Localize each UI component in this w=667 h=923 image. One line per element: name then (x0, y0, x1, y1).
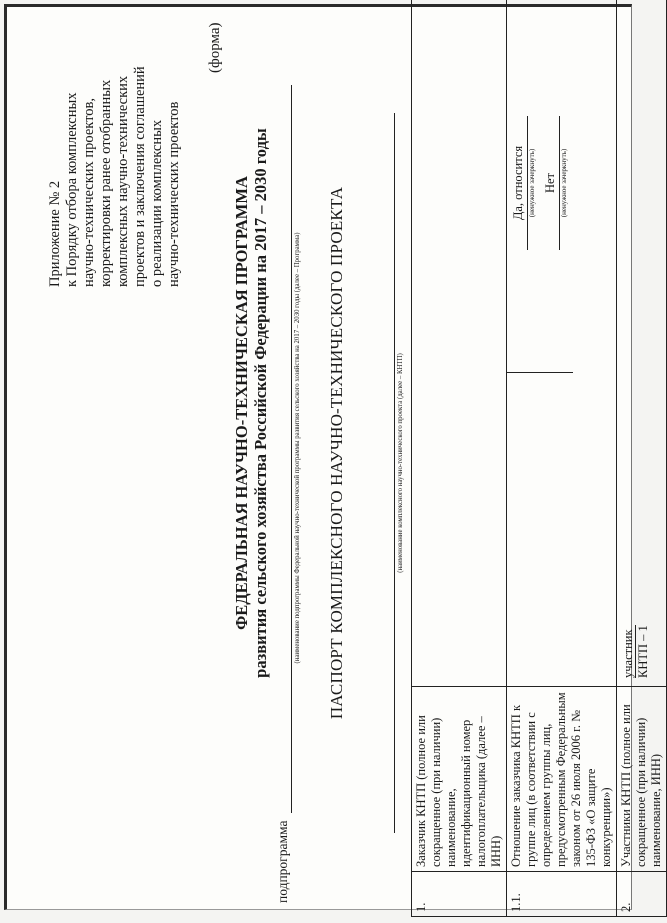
row-label: Заказчик КНТП (полное или сокращенное (при наличии) наименование, идентификационный номер налогоплательщика (далее – ИНН) (412, 687, 507, 872)
table-row (617, 0, 667, 917)
group-relation-options (507, 0, 573, 372)
participant-entry (619, 0, 652, 682)
participant-label: участник (621, 629, 635, 678)
row-number: 1. (412, 872, 507, 917)
row-number: 2. (617, 872, 667, 917)
customer-value-cell[interactable] (412, 0, 507, 687)
subprogram-label: подпрограмма (275, 820, 290, 903)
form-mark: (форма) (207, 22, 223, 73)
row-label: Отношение заказчика КНТП к группе лиц (в соответствии с определением группы лиц, предусмотренным Федеральным законом от 26 июля 2006 г. № 135-ФЗ «О защите конкуренции») (507, 687, 617, 872)
table-row (507, 0, 617, 917)
group-relation-blank[interactable] (507, 372, 573, 686)
table-row (412, 0, 507, 917)
passport-caption: (наименование комплексного научно-технического проекта (далее – КНТП) (397, 353, 404, 573)
passport-table (411, 0, 667, 917)
subprogram-caption: (наименование подпрограммы Федеральной научно-технической программы развития сельского хозяйства на 2017 – 2030 годы (далее – Программа) (294, 232, 301, 664)
program-title (232, 123, 270, 683)
program-title-line1: ФЕДЕРАЛЬНАЯ НАУЧНО-ТЕХНИЧЕСКАЯ ПРОГРАММА (232, 176, 251, 630)
appendix-line: к Порядку отбора комплексных (64, 92, 80, 287)
program-title-line2: развития сельского хозяйства Российской Федерации на 2017 – 2030 годы (251, 128, 270, 678)
document-sheet (4, 4, 663, 912)
participants-cell[interactable] (617, 0, 667, 687)
row-number: 1.1. (507, 872, 617, 917)
option-yes-hint: (ненужное зачеркнуть) (527, 116, 537, 250)
appendix-line: научно-технических проектов, (81, 98, 97, 287)
project-name-fill-line (394, 113, 395, 833)
option-yes[interactable]: Да, относится (ненужное зачеркнуть) (511, 108, 537, 258)
row-label: Участники КНТП (полное или сокращенное (при наличии) наименование, ИНН) (617, 687, 667, 872)
passport-title: ПАСПОРТ КОМПЛЕКСНОГО НАУЧНО-ТЕХНИЧЕСКОГО ПРОЕКТА (327, 186, 346, 720)
appendix-line: проектов и заключения соглашений (132, 66, 148, 287)
appendix-line: комплексных научно-технических (115, 75, 131, 287)
participant-code: КНТП – 1 (636, 625, 650, 678)
rotated-page (7, 7, 663, 923)
option-no[interactable]: Нет (ненужное зачеркнуть) (543, 108, 569, 258)
appendix-line: корректировки ранее отобранных (98, 79, 114, 287)
appendix-line: научно-технических проектов (166, 101, 182, 287)
subprogram-fill-line (291, 85, 292, 813)
option-no-hint: (ненужное зачеркнуть) (559, 116, 569, 250)
appendix-line: о реализации комплексных (149, 119, 165, 287)
appendix-block (47, 7, 183, 287)
appendix-line: Приложение № 2 (47, 180, 63, 287)
group-relation-cell (507, 0, 617, 687)
